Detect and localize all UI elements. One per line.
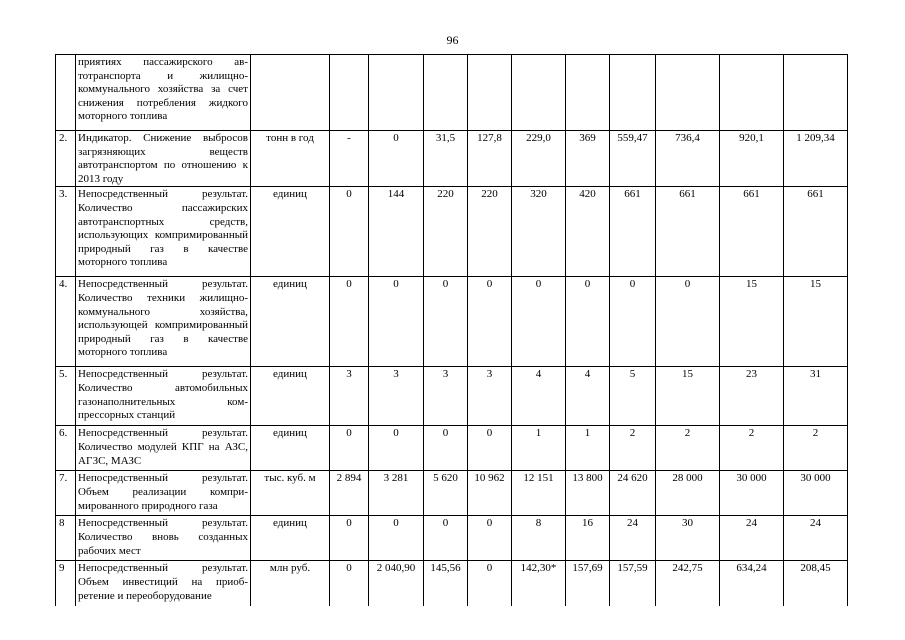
value-cell: 0 (330, 277, 369, 367)
value-cell (656, 55, 720, 131)
value-cell (784, 55, 848, 131)
value-cell: 661 (656, 187, 720, 277)
value-cell: 920,1 (720, 131, 784, 187)
value-cell: 0 (369, 131, 424, 187)
value-cell: 13 800 (566, 471, 610, 516)
indicator-description-cell: Непосредственный результат. Объем реализации компримированного природного газа (76, 471, 251, 516)
value-cell: 28 000 (656, 471, 720, 516)
value-cell: 157,59 (610, 561, 656, 606)
indicator-description-cell: Непосредственный результат. Количество автомобильных газонаполнительных компрессорных станций (76, 367, 251, 426)
value-cell: 24 (720, 516, 784, 561)
value-cell: 208,45 (784, 561, 848, 606)
table-row (56, 187, 848, 277)
value-cell: 127,8 (468, 131, 512, 187)
value-cell: 242,75 (656, 561, 720, 606)
value-cell: 0 (330, 426, 369, 471)
value-cell: 320 (512, 187, 566, 277)
page-number: 96 (446, 33, 459, 47)
value-cell: 24 (610, 516, 656, 561)
unit-cell: тонн в год (251, 131, 330, 187)
value-cell: 0 (424, 277, 468, 367)
table-row (56, 277, 848, 367)
value-cell: 736,4 (656, 131, 720, 187)
value-cell: 0 (468, 561, 512, 606)
value-cell: 2 (784, 426, 848, 471)
indicator-description-cell: Непосредственный результат. Количество вновь созданных рабочих мест (76, 516, 251, 561)
value-cell: 31,5 (424, 131, 468, 187)
value-cell: 24 620 (610, 471, 656, 516)
table-row (56, 55, 848, 131)
unit-cell: единиц (251, 277, 330, 367)
value-cell: 10 962 (468, 471, 512, 516)
unit-cell: единиц (251, 187, 330, 277)
value-cell: 23 (720, 367, 784, 426)
indicator-description-cell: Непосредственный результат. Количество техники жилищно-коммунального хозяйства, использующей компримированный природный газ в качестве моторного топлива (76, 277, 251, 367)
value-cell: 8 (512, 516, 566, 561)
indicators-table (55, 54, 848, 606)
value-cell (424, 55, 468, 131)
value-cell: 2 894 (330, 471, 369, 516)
value-cell: 2 (720, 426, 784, 471)
row-number-cell: 8 (56, 516, 76, 561)
indicator-description-cell: Непосредственный результат. Количество пассажирских автотранспортных средств, использующих компримированный природный газ в качестве моторного топлива (76, 187, 251, 277)
value-cell: 5 620 (424, 471, 468, 516)
value-cell: 661 (610, 187, 656, 277)
unit-cell: тыс. куб. м (251, 471, 330, 516)
value-cell: 0 (468, 516, 512, 561)
row-number-cell: 3. (56, 187, 76, 277)
value-cell: 0 (330, 187, 369, 277)
value-cell: 5 (610, 367, 656, 426)
value-cell: 0 (424, 516, 468, 561)
value-cell: 30 000 (784, 471, 848, 516)
value-cell: 1 209,34 (784, 131, 848, 187)
value-cell: 0 (424, 426, 468, 471)
row-number-cell: 2. (56, 131, 76, 187)
value-cell: 15 (720, 277, 784, 367)
value-cell: 3 (330, 367, 369, 426)
value-cell: 3 (468, 367, 512, 426)
row-number-cell (56, 55, 76, 131)
table-row (56, 367, 848, 426)
row-number-cell: 9 (56, 561, 76, 606)
row-number-cell: 7. (56, 471, 76, 516)
value-cell: 0 (330, 516, 369, 561)
value-cell: 2 (610, 426, 656, 471)
unit-cell: млн руб. (251, 561, 330, 606)
value-cell: 0 (369, 277, 424, 367)
value-cell: 157,69 (566, 561, 610, 606)
value-cell: 3 (369, 367, 424, 426)
table-row (56, 561, 848, 606)
row-number-cell: 5. (56, 367, 76, 426)
value-cell: 0 (656, 277, 720, 367)
table-row (56, 516, 848, 561)
row-number-cell: 6. (56, 426, 76, 471)
value-cell: 1 (566, 426, 610, 471)
value-cell: 3 281 (369, 471, 424, 516)
value-cell: 0 (610, 277, 656, 367)
value-cell: 220 (468, 187, 512, 277)
table-row (56, 131, 848, 187)
indicator-description-cell: Непосредственный результат. Количество модулей КПГ на АЗС, АГЗС, МАЗС (76, 426, 251, 471)
value-cell: 16 (566, 516, 610, 561)
value-cell: 1 (512, 426, 566, 471)
value-cell: 24 (784, 516, 848, 561)
value-cell: 145,56 (424, 561, 468, 606)
value-cell: 229,0 (512, 131, 566, 187)
indicator-description-cell: Непосредственный результат. Объем инвестиций на приобретение и переоборудование (76, 561, 251, 606)
unit-cell: единиц (251, 367, 330, 426)
value-cell (566, 55, 610, 131)
value-cell: 15 (784, 277, 848, 367)
value-cell (369, 55, 424, 131)
unit-cell: единиц (251, 426, 330, 471)
value-cell: 4 (566, 367, 610, 426)
value-cell: 0 (330, 561, 369, 606)
value-cell: 0 (512, 277, 566, 367)
value-cell: 12 151 (512, 471, 566, 516)
table-row (56, 471, 848, 516)
value-cell (720, 55, 784, 131)
value-cell: 0 (468, 426, 512, 471)
value-cell: 559,47 (610, 131, 656, 187)
value-cell: 0 (369, 516, 424, 561)
value-cell: 31 (784, 367, 848, 426)
value-cell: 30 (656, 516, 720, 561)
value-cell: 420 (566, 187, 610, 277)
value-cell: 2 040,90 (369, 561, 424, 606)
value-cell (330, 55, 369, 131)
value-cell: 634,24 (720, 561, 784, 606)
value-cell: 142,30* (512, 561, 566, 606)
value-cell: 661 (720, 187, 784, 277)
value-cell (610, 55, 656, 131)
unit-cell: единиц (251, 516, 330, 561)
table-row (56, 426, 848, 471)
value-cell: 0 (369, 426, 424, 471)
value-cell (468, 55, 512, 131)
value-cell: 30 000 (720, 471, 784, 516)
row-number-cell: 4. (56, 277, 76, 367)
value-cell: 15 (656, 367, 720, 426)
value-cell: 2 (656, 426, 720, 471)
unit-cell (251, 55, 330, 131)
indicator-description-cell: приятиях пассажирского автотранспорта и жилищно-коммунального хозяйства за счет снижения потребления жидкого моторного топлива (76, 55, 251, 131)
value-cell: 3 (424, 367, 468, 426)
value-cell: 0 (468, 277, 512, 367)
value-cell: - (330, 131, 369, 187)
value-cell: 0 (566, 277, 610, 367)
value-cell (512, 55, 566, 131)
value-cell: 144 (369, 187, 424, 277)
value-cell: 4 (512, 367, 566, 426)
value-cell: 369 (566, 131, 610, 187)
value-cell: 661 (784, 187, 848, 277)
indicator-description-cell: Индикатор. Снижение выбросов загрязняющих веществ автотранспортом по отношению к 2013 году (76, 131, 251, 187)
value-cell: 220 (424, 187, 468, 277)
